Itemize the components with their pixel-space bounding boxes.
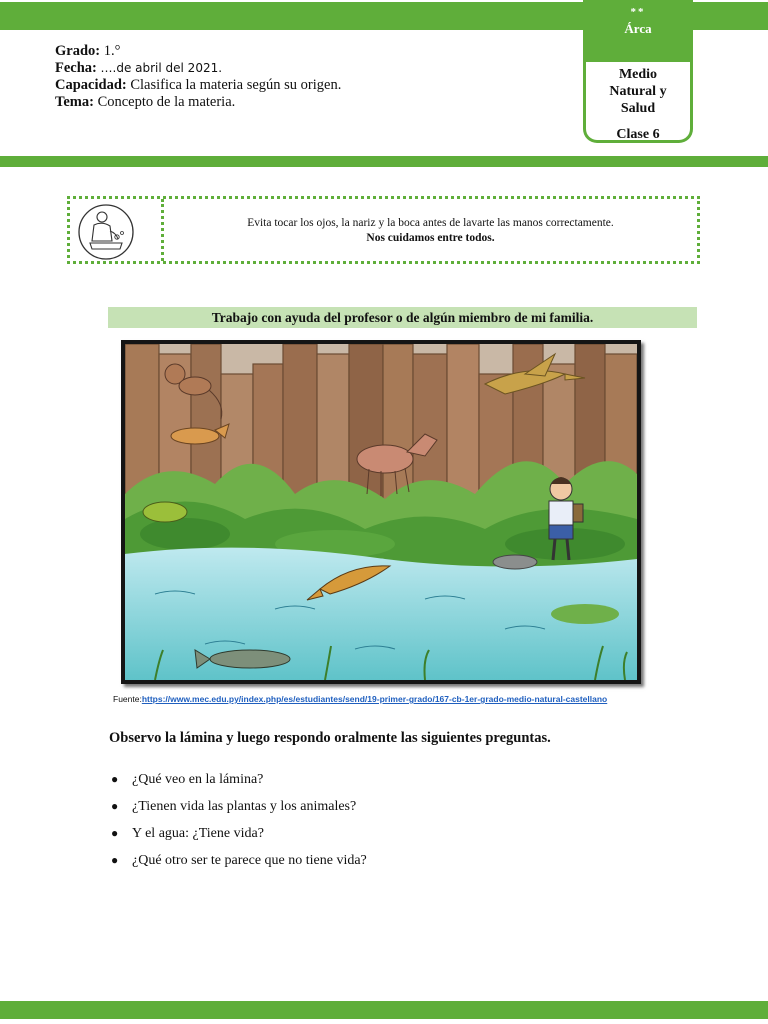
fecha-label: Fecha: xyxy=(55,60,97,76)
tip-line-2: Nos cuidamos entre todos. xyxy=(366,232,495,244)
header-divider-band xyxy=(0,156,768,167)
work-banner: Trabajo con ayuda del profesor o de algún miembro de mi familia. xyxy=(108,307,697,328)
fecha-value: de abril del 2021. xyxy=(116,61,223,75)
list-item xyxy=(108,799,367,826)
source-credit xyxy=(113,694,607,704)
question-text: Y el agua: ¿Tiene vida? xyxy=(132,826,264,841)
tip-icon-cell xyxy=(70,199,164,261)
question-text: ¿Tienen vida las plantas y los animales? xyxy=(132,799,357,814)
frog xyxy=(143,502,187,522)
bottom-green-band xyxy=(0,1001,768,1019)
source-link[interactable]: https://www.mec.edu.py/index.php/es/estudiantes/send/19-primer-grado/167-cb-1er-grado-medio-natural-castellano xyxy=(141,694,608,704)
questions-list xyxy=(108,772,367,880)
subject-line-2: Natural y xyxy=(609,84,667,99)
grado-value: 1.° xyxy=(103,43,121,59)
list-item xyxy=(108,826,367,853)
rock xyxy=(493,555,537,569)
lesson-header-info xyxy=(55,43,341,111)
forest-river-illustration xyxy=(121,340,641,684)
instruction-text: Observo la lámina y luego respondo oralmente las siguientes preguntas. xyxy=(109,730,551,746)
question-text: ¿Qué otro ser te parece que no tiene vida? xyxy=(132,853,367,868)
bullet-icon: ● xyxy=(111,853,119,867)
subject-line-3: Salud xyxy=(620,101,656,116)
bullet-icon: ● xyxy=(111,826,119,840)
clase-number: Clase 6 xyxy=(616,127,660,142)
grado-row xyxy=(55,43,341,60)
bullet-icon: ● xyxy=(111,772,119,786)
area-label: Árca xyxy=(624,21,652,36)
tema-value: Concepto de la materia. xyxy=(97,94,236,110)
subject-area-box xyxy=(583,0,693,143)
list-item xyxy=(108,853,367,880)
source-label: Fuente: xyxy=(113,694,142,704)
grado-label: Grado: xyxy=(55,43,101,59)
subject-line-1: Medio xyxy=(618,67,658,82)
fecha-dots: …. xyxy=(100,61,117,75)
subject-name xyxy=(586,66,690,117)
bullet-icon: ● xyxy=(111,799,119,813)
tip-line-1: Evita tocar los ojos, la nariz y la boca antes de lavarte las manos correctamente. xyxy=(247,217,614,229)
illustration-canvas xyxy=(125,344,637,680)
tip-text xyxy=(164,216,697,246)
area-header xyxy=(586,0,690,62)
tema-label: Tema: xyxy=(55,94,94,110)
capacidad-label: Capacidad: xyxy=(55,77,127,93)
capacidad-value: Clasifica la materia según su origen. xyxy=(130,77,342,93)
fecha-row xyxy=(55,60,341,77)
tema-row xyxy=(55,94,341,111)
lily-leaves xyxy=(551,604,619,624)
area-stars: ** xyxy=(630,6,646,18)
list-item xyxy=(108,772,367,799)
hygiene-tip-box xyxy=(67,196,700,264)
question-text: ¿Qué veo en la lámina? xyxy=(132,772,264,787)
capacidad-row xyxy=(55,77,341,94)
handwashing-icon xyxy=(70,199,161,261)
